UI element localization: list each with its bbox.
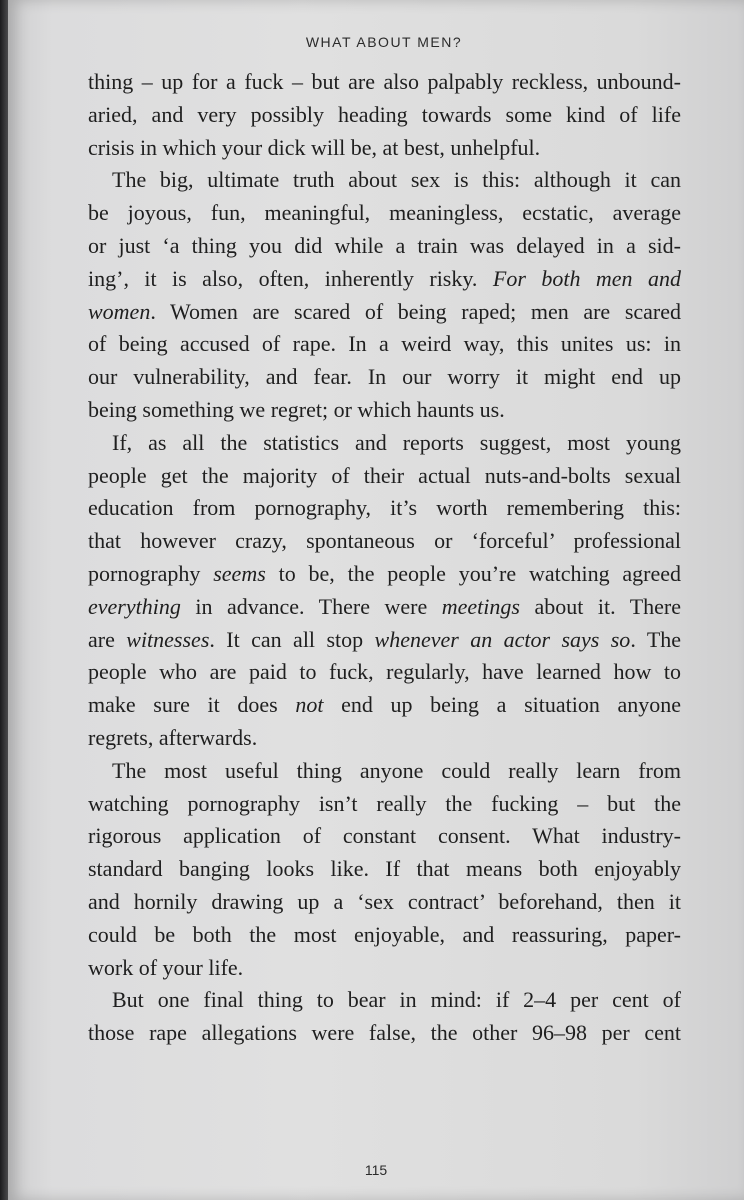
text-line: pornography seems to be, the people you’re watching agreed xyxy=(88,560,682,586)
text-line: of being accused of rape. In a weird way, this unites us: in xyxy=(88,331,681,357)
text-line: could be both the most enjoyable, and reassuring, paper- xyxy=(88,921,681,947)
text-line: If, as all the statistics and reports suggest, most young xyxy=(112,429,681,455)
text-line: watching pornography isn’t really the fucking – but the xyxy=(88,790,681,816)
text-line: But one final thing to bear in mind: if 2–4 per cent of xyxy=(112,987,681,1013)
text-line: people get the majority of their actual nuts-and-bolts sexual xyxy=(88,462,681,488)
text-line: regrets, afterwards. xyxy=(88,724,258,750)
body-text xyxy=(88,66,681,1050)
text-line: women. Women are scared of being raped; men are scared xyxy=(88,298,681,324)
text-line: work of your life. xyxy=(88,954,244,980)
text-line: crisis in which your dick will be, at best, unhelpful. xyxy=(88,134,541,160)
text-line: those rape allegations were false, the other 96–98 per cent xyxy=(88,1020,681,1046)
text-line: be joyous, fun, meaningful, meaningless, ecstatic, average xyxy=(88,200,681,226)
text-line: rigorous application of constant consent. What industry- xyxy=(88,823,681,849)
text-line: education from pornography, it’s worth remembering this: xyxy=(88,495,681,521)
text-line: or just ‘a thing you did while a train was delayed in a sid- xyxy=(88,232,681,258)
text-line: that however crazy, spontaneous or ‘forceful’ professional xyxy=(88,528,681,554)
text-line: being something we regret; or which haunts us. xyxy=(88,396,505,422)
text-line: The big, ultimate truth about sex is this: although it can xyxy=(112,167,681,193)
text-line: our vulnerability, and fear. In our worry it might end up xyxy=(88,364,681,390)
text-line: people who are paid to fuck, regularly, have learned how to xyxy=(88,659,681,685)
text-line: standard banging looks like. If that means both enjoyably xyxy=(88,856,681,882)
text-line: make sure it does not end up being a situation anyone xyxy=(88,692,681,718)
text-line: everything in advance. There were meetings about it. There xyxy=(88,593,681,619)
text-line: ing’, it is also, often, inherently risky. For both men and xyxy=(88,265,682,291)
text-line: thing – up for a fuck – but are also palpably reckless, unbound- xyxy=(88,69,681,94)
text-line: are witnesses. It can all stop whenever an actor says so. The xyxy=(88,626,682,652)
book-page xyxy=(8,0,744,1200)
running-head: WHAT ABOUT MEN? xyxy=(305,34,463,50)
text-line: and hornily drawing up a ‘sex contract’ beforehand, then it xyxy=(88,888,681,914)
text-line: The most useful thing anyone could really learn from xyxy=(112,757,681,783)
page-number: 115 xyxy=(364,1162,388,1178)
text-line: aried, and very possibly heading towards some kind of life xyxy=(88,101,681,127)
book-spine-edge xyxy=(0,0,8,1200)
